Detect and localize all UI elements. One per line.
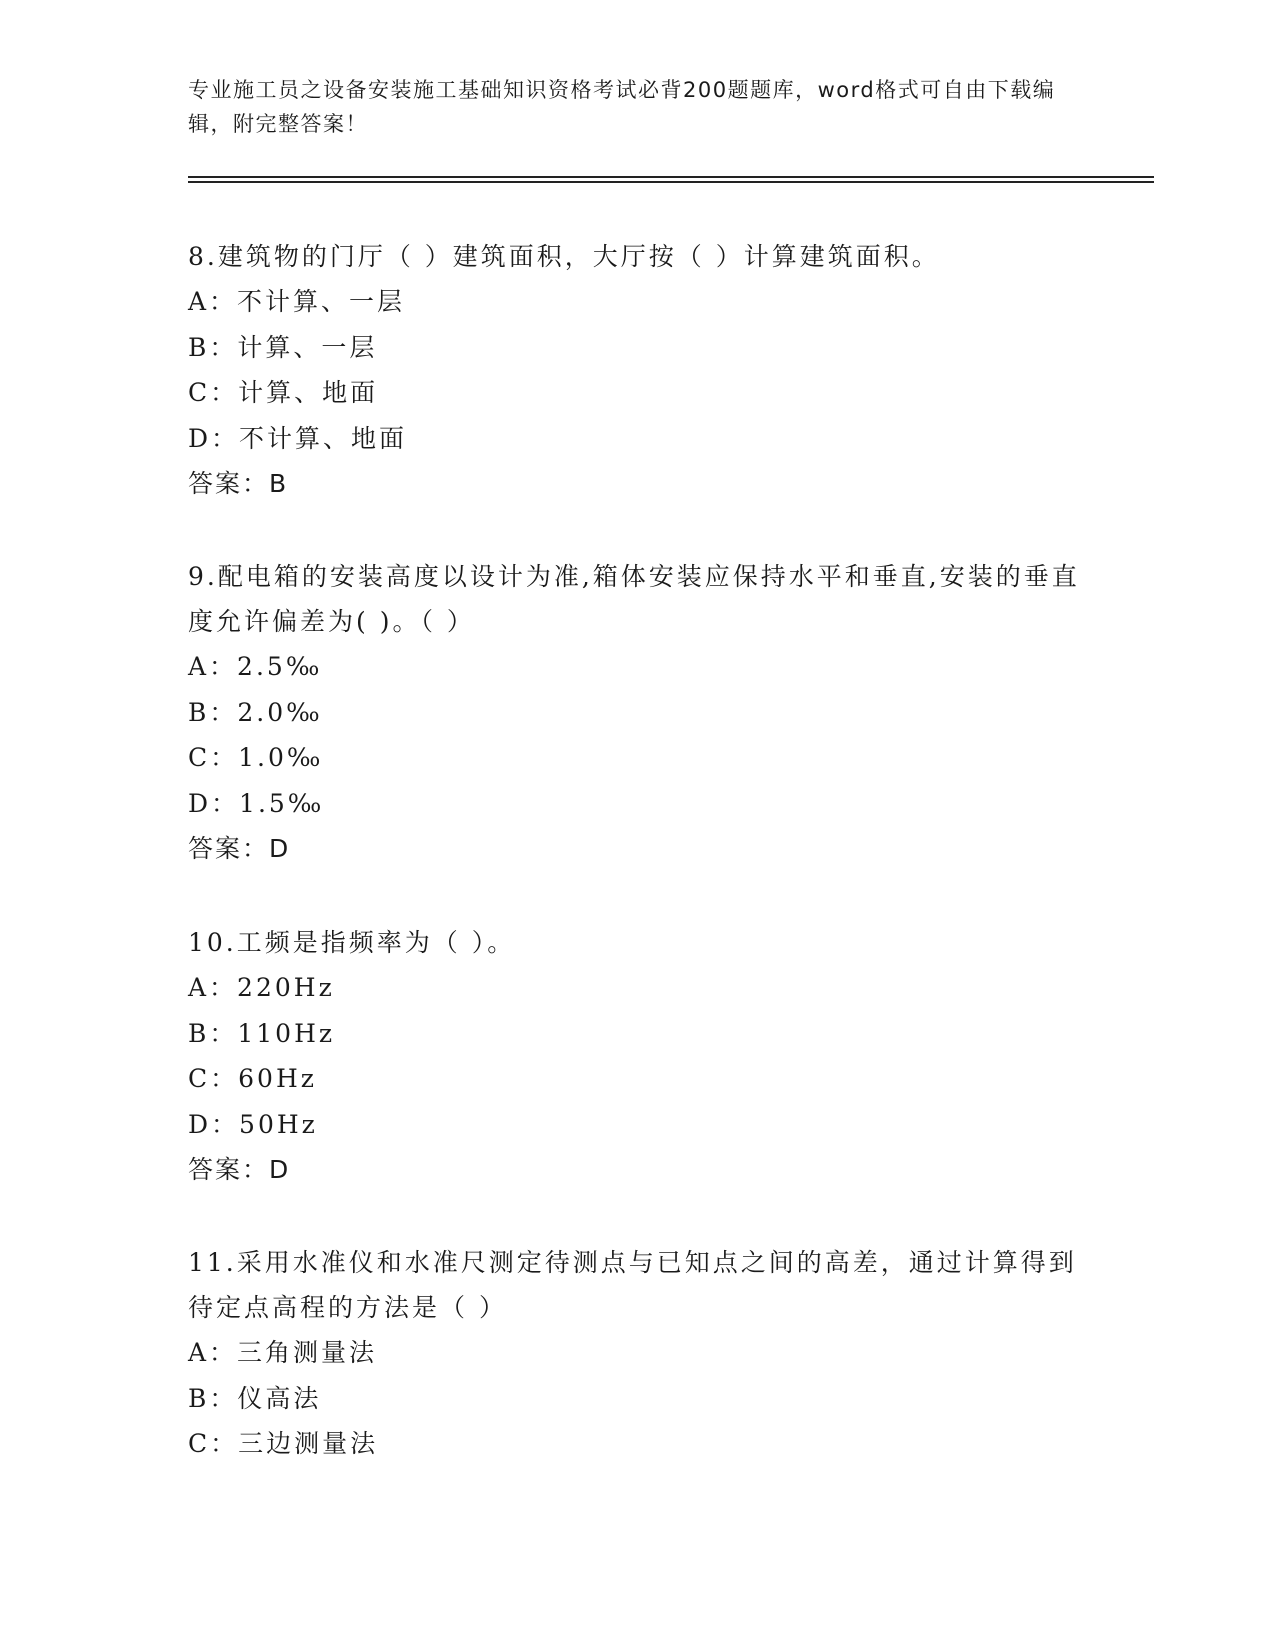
answer: 答案：D <box>188 834 291 863</box>
question-stem: 8.建筑物的门厅（ ）建筑面积，大厅按（ ）计算建筑面积。 <box>188 242 940 271</box>
option-c: C：60Hz <box>188 1064 317 1093</box>
question-9 <box>188 554 1088 871</box>
document-header: 专业施工员之设备安装施工基础知识资格考试必背200题题库，word格式可自由下载编辑，附完整答案！ <box>188 78 1056 136</box>
option-d: D：1.5‰ <box>188 788 325 818</box>
question-stem: 10.工频是指频率为（ ）。 <box>188 928 516 957</box>
option-d: D：50Hz <box>188 1109 318 1139</box>
option-b: B：110Hz <box>188 1018 336 1048</box>
question-stem: 11.采用水准仪和水准尺测定待测点与已知点之间的高差，通过计算得到待定点高程的方法是（ ） <box>188 1248 1077 1322</box>
header-rule-bottom <box>188 181 1154 183</box>
option-a: A：三角测量法 <box>188 1338 378 1367</box>
option-a: A：220Hz <box>188 973 335 1002</box>
answer: 答案：B <box>188 469 289 498</box>
question-10 <box>188 920 1088 1192</box>
option-a: A：不计算、一层 <box>188 287 406 316</box>
answer: 答案：D <box>188 1155 291 1184</box>
option-b: B：2.0‰ <box>188 697 323 727</box>
header-rule-top <box>188 176 1154 178</box>
question-stem: 9.配电箱的安装高度以设计为准,箱体安装应保持水平和垂直,安装的垂直度允许偏差为( )。（ ） <box>188 562 1080 636</box>
option-d: D：不计算、地面 <box>188 423 408 453</box>
option-a: A：2.5‰ <box>188 652 323 681</box>
question-11 <box>188 1240 1088 1467</box>
option-b: B：仪高法 <box>188 1383 322 1413</box>
option-c: C：三边测量法 <box>188 1429 379 1458</box>
question-8 <box>188 234 1088 506</box>
option-c: C：1.0‰ <box>188 743 324 772</box>
option-c: C：计算、地面 <box>188 378 379 407</box>
option-b: B：计算、一层 <box>188 332 378 362</box>
